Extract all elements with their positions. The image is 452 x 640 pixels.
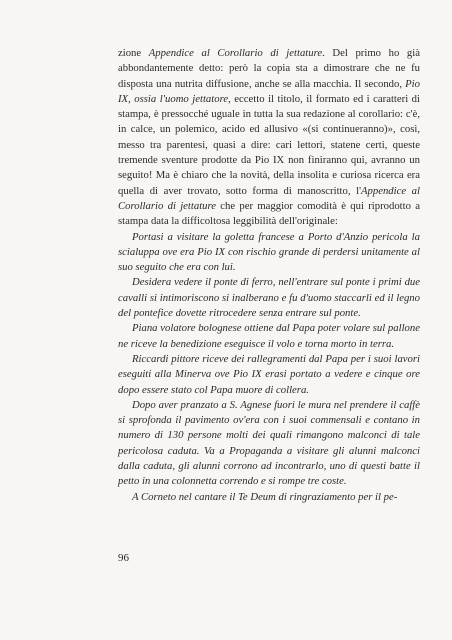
italic-text: Piana volatore bolognese ottiene dal Papa poter volare sul pallone ne riceve la benedizione eseguisce il volo e torna morto in terra. <box>118 322 420 350</box>
italic-text: Appendice al Corollario di jettature <box>148 47 323 59</box>
italic-text: Riccardi pittore riceve dei rallegramenti dal Papa per i suoi lavori eseguiti alla Minerva ove Pio IX erasi portato a vedere e cinque ore dopo essere stato col Papa muore di collera. <box>118 352 420 396</box>
page-number: 96 <box>118 552 129 564</box>
italic-text: A Corneto nel cantare il Te Deum di ringraziamento per il pe- <box>132 490 398 503</box>
body-text <box>118 46 420 505</box>
paragraph <box>118 275 420 321</box>
roman-text: , eccetto il titolo, il formato ed i caratteri di stampa, è pressocché uguale in tutta la sua redazione al corollario: c'è, in calce, un polemico, acido ed allusivo «(si continueranno)», così, messo tra parentesi, quasi a dire: cari lettori, statene certi, queste tremende sventure prodotte da Pio IX non finiranno qui, avranno un seguito! Ma è chiaro che la novità, della insolita e curiosa ricerca era quella di aver trovato, sotto forma di manoscritto, l' <box>118 92 420 197</box>
roman-text: zione <box>118 47 149 59</box>
paragraph <box>118 398 420 490</box>
italic-text: Dopo aver pranzato a S. Agnese fuori le mura nel prendere il caffè si sprofonda il pavimento ov'era con i suoi commensali e contano in numero di 130 persone molti dei quali rimangono malconci di tale pericolosa caduta. Va a Propaganda a visitare gli alunni malconci dalla caduta, gli alunni corrono ad incontrarlo, uno di questi batte il petto in una colonnetta correndo e si rompe tre coste. <box>118 398 420 488</box>
roman-text: che per maggior comodità è qui riprodotto a stampa data la difficoltosa leggibilità dell'originale: <box>118 199 420 228</box>
paragraph <box>118 352 420 398</box>
paragraph <box>118 321 420 352</box>
paragraph <box>118 230 420 276</box>
paragraph <box>118 46 420 230</box>
italic-text: Appendice al Corollario di jettature <box>118 184 420 212</box>
paragraph <box>118 490 420 505</box>
roman-text: . Del primo ho già abbondantemente detto: però la copia sta a dimostrare che ne fu disposta una nutrita diffusione, anche se alla macchia. Il secondo, <box>118 47 420 90</box>
italic-text: Pio IX, ossia l'uomo jettatore <box>118 77 420 105</box>
italic-text: Portasi a visitare la goletta francese a Porto d'Anzio pericola la scialuppa ove era Pio IX con rischio grande di perdersi unitamente al suo seguito che era con lui. <box>118 230 420 274</box>
italic-text: Desidera vedere il ponte di ferro, nell'entrare sul ponte i primi due cavalli si intimoriscono si inalberano e fu d'uomo staccarli ed il legno del pontefice dovette ritrocedere senza entrare sul ponte. <box>118 276 420 320</box>
